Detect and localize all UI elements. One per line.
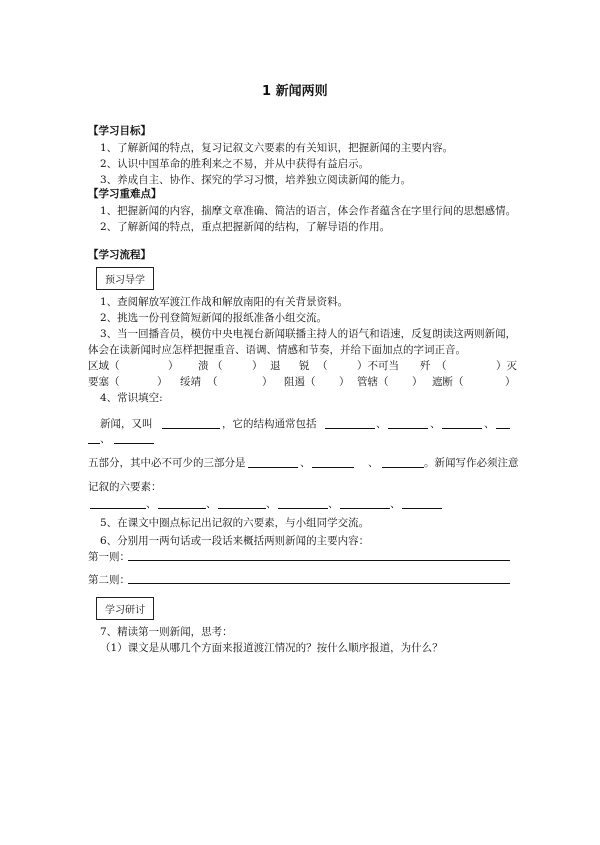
goal-item-3: 3、养成自主、协作、探究的学习习惯，培养独立阅读新闻的能力。 bbox=[100, 174, 412, 186]
blank-line[interactable] bbox=[340, 508, 390, 509]
sep: 、 bbox=[390, 498, 401, 510]
blank-line[interactable] bbox=[496, 428, 510, 429]
vocab-text: ）灭 bbox=[496, 360, 517, 372]
vocab-text: ） bbox=[262, 376, 273, 388]
goal-item-2: 2、认识中国革命的胜利来之不易，并从中获得有益启示。 bbox=[100, 158, 370, 170]
answer-line-second[interactable] bbox=[128, 583, 510, 584]
blank-line[interactable] bbox=[402, 508, 442, 509]
blank-line[interactable] bbox=[388, 428, 428, 429]
vocab-text: ） bbox=[339, 376, 350, 388]
vocab-text: （ bbox=[436, 360, 447, 372]
vocab-text: 绥靖 bbox=[180, 376, 201, 388]
vocab-text: 阻遏（ bbox=[284, 376, 316, 388]
sep: 、 bbox=[368, 457, 379, 469]
vocab-text: 退 bbox=[270, 360, 281, 372]
q6-first-label: 第一则： bbox=[88, 551, 130, 563]
vocab-text: 要塞（ bbox=[88, 376, 120, 388]
vocab-text: ） bbox=[168, 360, 179, 372]
goal-item-1: 1、了解新闻的特点，复习记叙文六要素的有关知识，把握新闻的主要内容。 bbox=[100, 142, 454, 154]
vocab-text: 锐 bbox=[299, 360, 310, 372]
blank-line[interactable] bbox=[278, 508, 328, 509]
sep: 、 bbox=[146, 498, 157, 510]
vocab-text: ） bbox=[252, 360, 263, 372]
blank-line[interactable] bbox=[158, 508, 206, 509]
process-heading: 【学习流程】 bbox=[88, 249, 151, 261]
blank-line[interactable] bbox=[325, 428, 375, 429]
answer-line-first[interactable] bbox=[128, 560, 510, 561]
process-item-3-cont: 体会在读新闻时应怎样把握重音、语调、情感和节奏，并给下面加点的字词正音。 bbox=[88, 344, 466, 356]
process-item-3: 3、当一回播音员，模仿中央电视台新闻联播主持人的语气和语速，反复朗读这两则新闻， bbox=[100, 328, 517, 340]
sep: 、 bbox=[484, 418, 495, 430]
blank-line[interactable] bbox=[382, 467, 424, 468]
blank-line[interactable] bbox=[218, 508, 266, 509]
blank-line[interactable] bbox=[312, 467, 354, 468]
sep: 、 bbox=[100, 433, 111, 445]
sep: 、 bbox=[430, 418, 441, 430]
vocab-text: ） bbox=[157, 376, 168, 388]
vocab-text: 区域（ bbox=[88, 360, 120, 372]
blank-line[interactable] bbox=[88, 443, 100, 444]
blank-line[interactable] bbox=[248, 467, 298, 468]
q7-text: 7、精读第一则新闻，思考： bbox=[100, 626, 233, 638]
q5-text: 5、在课文中圈点标记出记叙的六要素，与小组同学交流。 bbox=[100, 517, 370, 529]
vocab-text: ）不可当 bbox=[357, 360, 399, 372]
vocab-text: 歼 bbox=[420, 360, 431, 372]
sep: 、 bbox=[266, 498, 277, 510]
process-item-2: 2、挑选一份刊登简短新闻的报纸准备小组交流。 bbox=[100, 312, 328, 324]
q7-1-text: （1）课文是从哪几个方面来报道渡江情况的？按什么顺序报道，为什么？ bbox=[100, 642, 443, 654]
vocab-text: 溃 bbox=[198, 360, 209, 372]
q4-text-c: 五部分，其中必不可少的三部分是 bbox=[88, 457, 246, 469]
vocab-text: （ bbox=[317, 360, 328, 372]
sep: 、 bbox=[328, 498, 339, 510]
q4-label: 4、常识填空: bbox=[100, 392, 163, 404]
vocab-text: ） bbox=[412, 376, 423, 388]
keypoint-item-2: 2、了解新闻的特点，重点把握新闻的结构，了解导语的作用。 bbox=[100, 221, 391, 233]
vocab-text: 遮断（ bbox=[432, 376, 464, 388]
vocab-text: 管辖（ bbox=[357, 376, 389, 388]
vocab-text: ） bbox=[505, 376, 516, 388]
study-box: 学习研讨 bbox=[96, 597, 154, 620]
sep: 、 bbox=[206, 498, 217, 510]
q4-text-b: ，它的结构通常包括 bbox=[222, 418, 317, 430]
sep: 、 bbox=[300, 457, 311, 469]
q6-text: 6、分别用一两句话或一段话来概括两则新闻的主要内容： bbox=[100, 535, 370, 547]
q4-text-a: 新闻，又叫 bbox=[100, 418, 153, 430]
q4-text-e: 记叙的六要素： bbox=[88, 481, 162, 493]
q6-second-label: 第二则： bbox=[88, 574, 130, 586]
vocab-text: （ bbox=[207, 376, 218, 388]
sep: 、 bbox=[376, 418, 387, 430]
q4-text-d: 。新闻写作必须注意 bbox=[424, 457, 519, 469]
preview-box: 预习导学 bbox=[96, 267, 154, 290]
vocab-text: （ bbox=[212, 360, 223, 372]
blank-line[interactable] bbox=[114, 443, 154, 444]
blank-line[interactable] bbox=[90, 508, 146, 509]
blank-line[interactable] bbox=[162, 428, 220, 429]
goals-heading: 【学习目标】 bbox=[88, 125, 151, 137]
blank-line[interactable] bbox=[442, 428, 482, 429]
keypoint-item-1: 1、把握新闻的内容，揣摩文章准确、简洁的语言，体会作者蕴含在字里行间的思想感情。 bbox=[100, 205, 517, 217]
keypoints-heading: 【学习重难点】 bbox=[88, 188, 162, 200]
page-title: 1 新闻两则 bbox=[262, 84, 328, 99]
process-item-1: 1、查阅解放军渡江作战和解放南阳的有关背景资料。 bbox=[100, 296, 349, 308]
